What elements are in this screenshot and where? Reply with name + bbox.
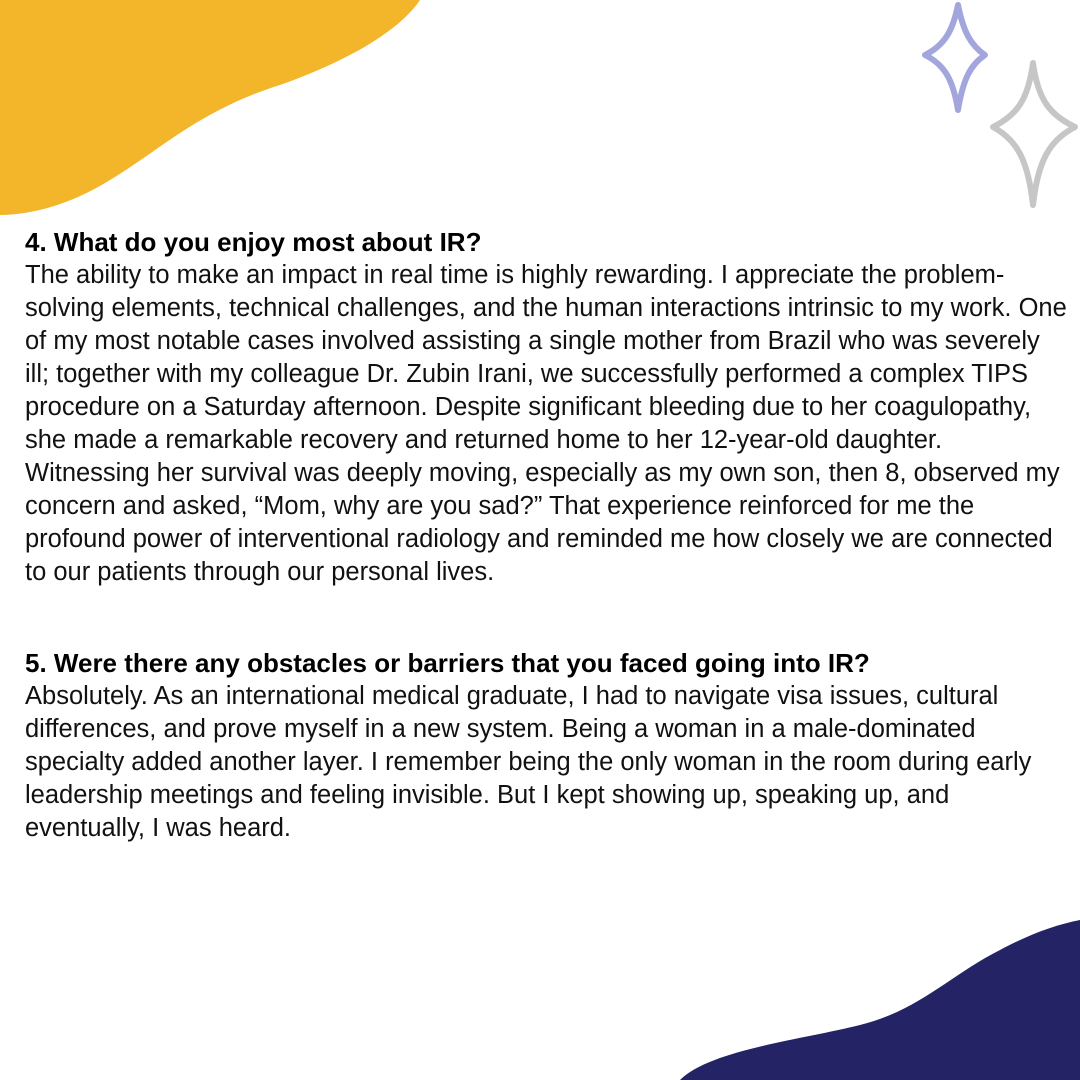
navy-blob-shape	[680, 920, 1080, 1080]
qa-content	[25, 226, 1070, 845]
qa-item-4	[25, 226, 1070, 589]
purple-sparkle-icon	[915, 0, 995, 120]
qa-item-5	[25, 647, 1070, 845]
answer-paragraph: The ability to make an impact in real time is highly rewarding. I appreciate the problem-solving elements, technical challenges, and the human interactions intrinsic to my work. One of my most notable cases involved assisting a single mother from Brazil who was severely ill; together with my colleague Dr. Zubin Irani, we successfully performed a complex TIPS procedure on a Saturday afternoon. Despite significant bleeding due to her coagulopathy, she made a remarkable recovery and returned home to her 12-year-old daughter. Witnessing her survival was deeply moving, especially as my own son, then 8, observed my concern and asked, “Mom, why are you sad?” That experience reinforced for me the profound power of interventional radiology and reminded me how closely we are connected to our patients through our personal lives.	[25, 261, 1067, 586]
question-heading: 4. What do you enjoy most about IR?	[25, 227, 482, 257]
yellow-blob-shape	[0, 0, 430, 220]
answer-paragraph: Absolutely. As an international medical graduate, I had to navigate visa issues, cultural differences, and prove myself in a new system. Being a woman in a male-dominated specialty added another layer. I remember being the only woman in the room during early leadership meetings and feeling invisible. But I kept showing up, speaking up, and eventually, I was heard.	[25, 682, 1032, 842]
gray-sparkle-icon	[985, 55, 1080, 215]
question-heading: 5. Were there any obstacles or barriers that you faced going into IR?	[25, 648, 870, 678]
